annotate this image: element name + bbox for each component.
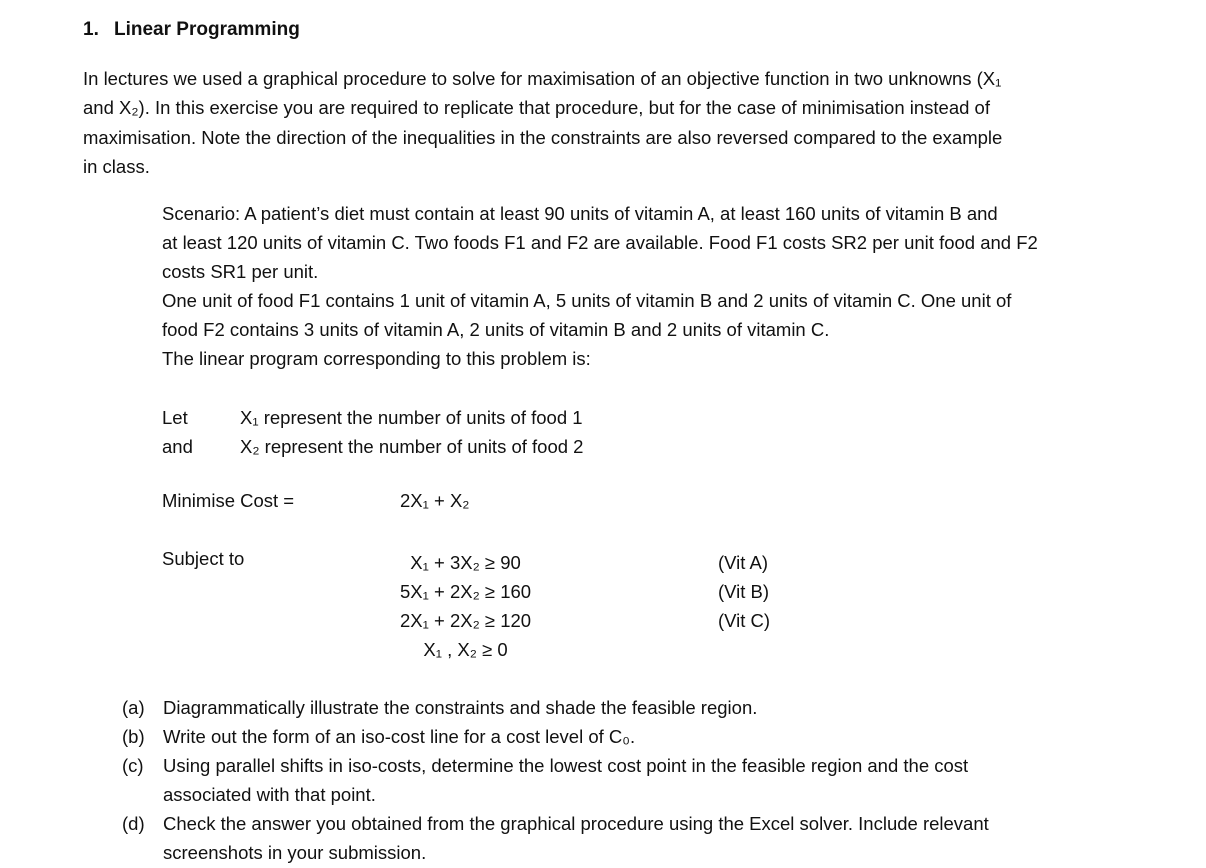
intro-line: in class. xyxy=(83,155,150,177)
scenario-line: Scenario: A patient’s diet must contain at least 90 units of vitamin A, at least 160 units of vitamin B and xyxy=(162,203,998,224)
constraint-vit-b: 5X₁ + 2X₂ ≥ 160 xyxy=(400,581,532,602)
definition-text: X₂ represent the number of units of food 2 xyxy=(240,436,584,457)
constraint-list xyxy=(400,548,531,664)
question-label: (b) xyxy=(122,726,145,747)
question-c xyxy=(122,751,1102,809)
question-list xyxy=(122,693,1102,867)
objective-expression: 2X₁ + X₂ xyxy=(400,490,470,511)
scenario-line: One unit of food F1 contains 1 unit of vitamin A, 5 units of vitamin B and 2 units of vitamin C. One unit of xyxy=(162,290,1012,311)
question-text xyxy=(163,722,1102,751)
definition-text: X₁ represent the number of units of food 1 xyxy=(240,407,583,428)
definition-row xyxy=(162,403,583,432)
intro-paragraph xyxy=(83,64,1123,181)
question-text xyxy=(163,693,1102,722)
question-label: (d) xyxy=(122,813,145,834)
section-number: 1. xyxy=(83,19,99,40)
constraint-nonnegativity: X₁ , X₂ ≥ 0 xyxy=(423,639,508,660)
section-heading xyxy=(83,19,300,41)
question-d xyxy=(122,809,1102,867)
intro-line: In lectures we used a graphical procedure to solve for maximisation of an objective function in two unknowns (X₁ xyxy=(83,68,1002,89)
scenario-line: costs SR1 per unit. xyxy=(162,261,319,282)
question-label: (c) xyxy=(122,755,144,776)
question-text xyxy=(163,809,1102,867)
question-line: Check the answer you obtained from the graphical procedure using the Excel solver. Include relevant xyxy=(163,813,989,834)
scenario-paragraph xyxy=(162,199,1142,373)
constraint-tag: (Vit B) xyxy=(718,581,770,602)
constraint-tag: (Vit C) xyxy=(718,610,771,631)
scenario-line: at least 120 units of vitamin C. Two foods F1 and F2 are available. Food F1 costs SR2 per unit food and F2 xyxy=(162,232,1038,253)
question-text xyxy=(163,751,1102,809)
scenario-line: The linear program corresponding to this problem is: xyxy=(162,348,591,369)
question-line: Write out the form of an iso-cost line for a cost level of C₀. xyxy=(163,726,636,747)
question-b xyxy=(122,722,1102,751)
definition-row xyxy=(162,432,583,461)
constraint-vit-c: 2X₁ + 2X₂ ≥ 120 xyxy=(400,610,532,631)
intro-line: maximisation. Note the direction of the inequalities in the constraints are also reversed compared to the example xyxy=(83,126,1003,148)
question-line: Using parallel shifts in iso-costs, determine the lowest cost point in the feasible region and the cost xyxy=(163,755,969,776)
definition-keyword: Let xyxy=(162,407,188,428)
constraint-tags xyxy=(718,548,770,635)
definition-keyword: and xyxy=(162,436,193,457)
subject-to-label: Subject to xyxy=(162,548,245,569)
objective-label: Minimise Cost = xyxy=(162,490,295,511)
section-title: Linear Programming xyxy=(114,19,300,40)
constraint-vit-a: X₁ + 3X₂ ≥ 90 xyxy=(410,552,521,573)
question-line: associated with that point. xyxy=(163,784,376,805)
scenario-line: food F2 contains 3 units of vitamin A, 2 units of vitamin B and 2 units of vitamin C. xyxy=(162,319,830,340)
question-a xyxy=(122,693,1102,722)
intro-line: and X₂). In this exercise you are required to replicate that procedure, but for the case of minimisation instead of xyxy=(83,97,990,119)
question-line: Diagrammatically illustrate the constraints and shade the feasible region. xyxy=(163,697,758,718)
variable-definitions xyxy=(162,403,583,461)
question-label: (a) xyxy=(122,697,145,718)
constraint-tag: (Vit A) xyxy=(718,552,769,573)
question-line: screenshots in your submission. xyxy=(163,842,427,863)
